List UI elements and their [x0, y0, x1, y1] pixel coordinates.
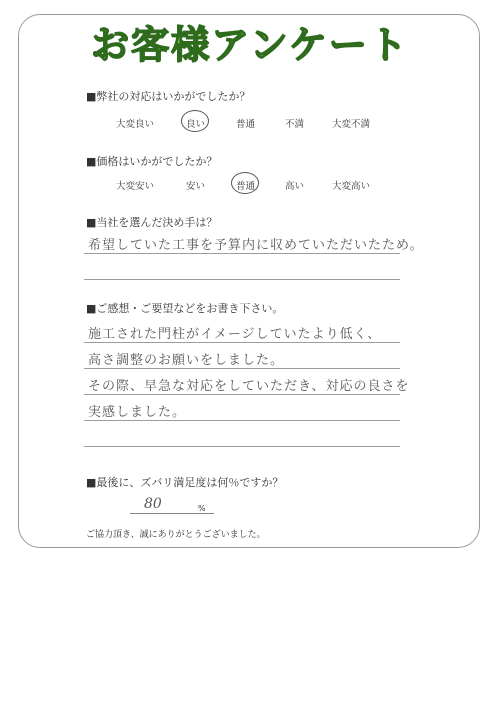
question-deciding-factor: ■当社を選んだ決め手は？ [86, 216, 218, 229]
question-price: ■価格はいかがでしたか？ [86, 155, 218, 168]
q2-option-cheap[interactable]: 安い [186, 181, 206, 192]
q1-option-good[interactable]: 良い [186, 119, 206, 130]
answer-line [84, 420, 400, 421]
answer-line [84, 279, 400, 280]
answer-line [84, 253, 400, 254]
q2-selected-circle [231, 172, 259, 194]
answer-line [84, 342, 400, 343]
q2-option-very-expensive[interactable]: 大変高い [332, 181, 371, 192]
thanks-message: ご協力頂き、誠にありがとうございました。 [86, 530, 266, 540]
q1-option-unsatisfied[interactable]: 不満 [285, 119, 305, 130]
question-service: ■弊社の対応はいかがでしたか？ [86, 90, 251, 103]
survey-title: お客様アンケート [91, 23, 409, 67]
q4-answer-line-1: 施工された門柱がイメージしていたより低く、 [88, 327, 382, 342]
q4-answer-line-4: 実感しました。 [88, 405, 187, 420]
question-satisfaction: ■最後に、ズバリ満足度は何％ですか？ [86, 476, 284, 489]
q4-answer-line-3: その際、早急な対応をしていただき、対応の良さを [88, 379, 410, 394]
answer-line [84, 446, 400, 447]
q2-option-very-cheap[interactable]: 大変安い [116, 181, 155, 192]
q1-option-very-good[interactable]: 大変良い [116, 119, 155, 130]
percent-unit: % [198, 504, 206, 513]
answer-line [84, 368, 400, 369]
q2-option-expensive[interactable]: 高い [285, 181, 305, 192]
answer-line [84, 394, 400, 395]
q1-option-average[interactable]: 普通 [236, 119, 256, 130]
question-comments: ■ご感想・ご要望などをお書き下さい。 [86, 302, 284, 315]
q4-answer-line-2: 高さ調整のお願いをしました。 [88, 353, 285, 368]
q1-selected-circle [181, 110, 209, 132]
q2-option-average[interactable]: 普通 [236, 181, 256, 192]
q3-answer-line-1: 希望していた工事を予算内に収めていただいたため。 [88, 238, 424, 253]
satisfaction-underline [130, 513, 214, 514]
satisfaction-value: 80 [144, 496, 162, 512]
q1-option-very-unsatisfied[interactable]: 大変不満 [332, 119, 371, 130]
